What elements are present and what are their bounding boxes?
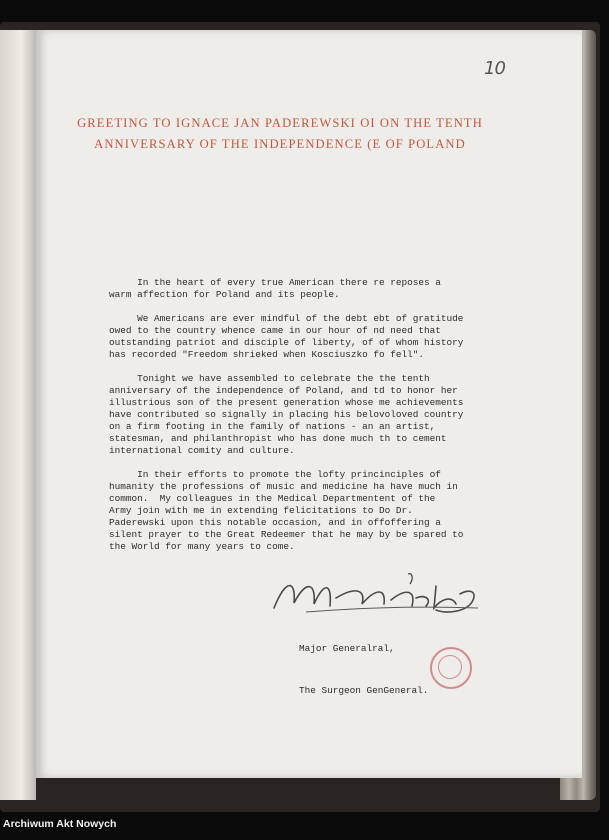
letter-line: silent prayer to the Great Redeemer that he may by be spared to	[109, 529, 464, 540]
letter-line: has recorded "Freedom shrieked when Kosciuszko fo fell".	[109, 349, 425, 360]
letter-line: Tonight we have assembled to celebrate the the tenth	[109, 373, 430, 384]
signature-rank: Major Generalral,	[299, 643, 395, 654]
signature-block	[299, 614, 428, 726]
letter-line: on a firm footing in the family of nations - an an artist,	[109, 421, 436, 432]
letter-line: have contributed so signally in placing his belovoloved country	[109, 409, 464, 420]
letter-line: In their efforts to promote the lofty princinciples of	[109, 469, 441, 480]
folio-number: 10	[484, 58, 505, 79]
letter-line: We Americans are ever mindful of the debt ebt of gratitude	[109, 313, 464, 324]
letter-line: common. My colleagues in the Medical Departmentent of the	[109, 493, 436, 504]
letter-line: Paderewski upon this notable occasion, and in offoffering a	[109, 517, 441, 528]
letter-line: statesman, and philanthropist who has done much th to cement	[109, 433, 447, 444]
letter-line: international comity and culture.	[109, 445, 295, 456]
letter-line: outstanding patriot and disciple of liberty, of of whom history	[109, 337, 464, 348]
facing-page-edge	[0, 30, 36, 800]
letter-line: warm affection for Poland and its people.	[109, 289, 340, 300]
letter-paragraph	[109, 373, 519, 457]
letter-body	[109, 277, 519, 565]
document-title	[50, 113, 510, 155]
letter-line: owed to the country whence came in our hour of nd need that	[109, 325, 441, 336]
title-line-2: ANNIVERSARY OF THE INDEPENDENCE (E OF POLAND	[94, 137, 466, 151]
letter-paragraph	[109, 469, 519, 553]
letter-line: the World for many years to come.	[109, 541, 295, 552]
title-line-1: GREETING TO IGNACE JAN PADEREWSKI OI ON THE TENTH	[77, 116, 483, 130]
letter-line: illustrious son of the present generation whose me achievements	[109, 397, 464, 408]
signature-title: The Surgeon GenGeneral.	[299, 685, 429, 696]
letter-paragraph	[109, 277, 519, 301]
letter-line: In the heart of every true American there re reposes a	[109, 277, 441, 288]
archive-stamp	[430, 647, 472, 689]
letter-line: Army join with me in extending felicitations to Do Dr.	[109, 505, 413, 516]
archive-watermark-label: Archiwum Akt Nowych	[3, 818, 117, 830]
letter-line: anniversary of the independence of Poland, and td to honor her	[109, 385, 458, 396]
letter-paragraph	[109, 313, 519, 361]
letter-line: humanity the professions of music and medicine ha have much in	[109, 481, 458, 492]
